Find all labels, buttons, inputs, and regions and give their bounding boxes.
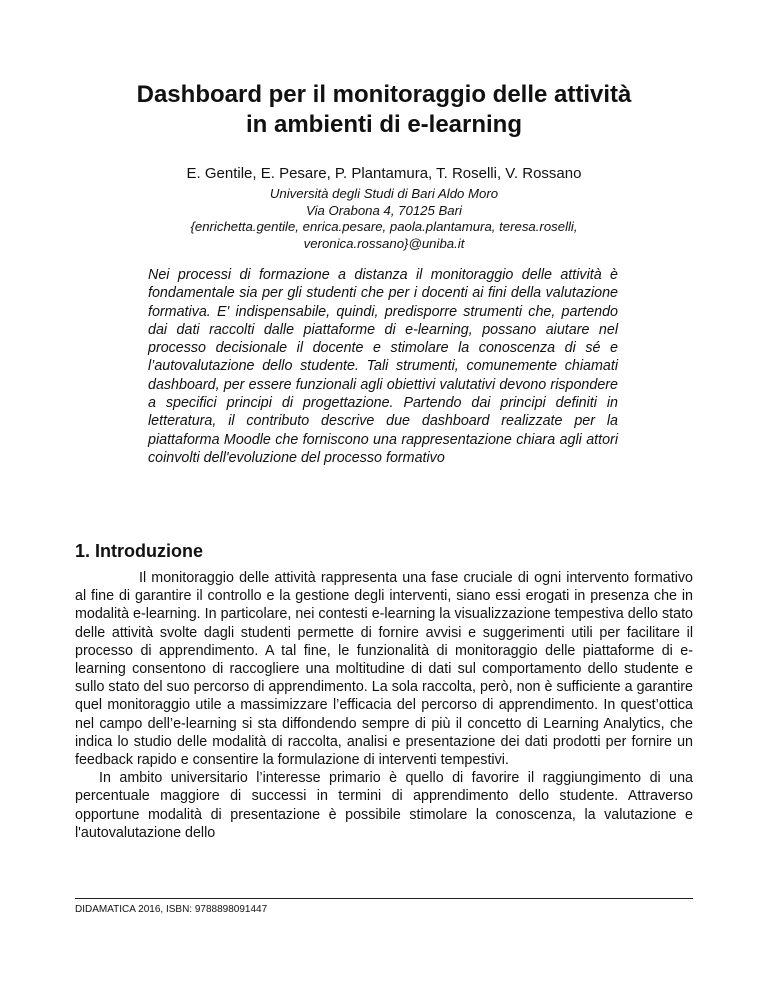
author-list: E. Gentile, E. Pesare, P. Plantamura, T. Roselli, V. Rossano [186, 165, 582, 182]
footer-text: DIDAMATICA 2016, ISBN: 9788898091447 [75, 904, 268, 915]
affiliation-address: Via Orabona 4, 70125 Bari [306, 202, 462, 218]
affiliation-university: Università degli Studi di Bari Aldo Moro [269, 186, 499, 201]
section-body [75, 569, 693, 842]
paragraph-2: In ambito universitario l’interesse primario è quello di favorire il raggiungimento di una percentuale maggiore di successi in termini di apprendimento dello studente. Attraverso opportune modalità di presentazione è possibile stimolare la conoscenza, la valutazione e l'autovalutazione dello [75, 770, 693, 841]
affiliation-emails-2: veronica.rossano}@uniba.it [303, 235, 465, 251]
section-heading: 1. Introduzione [75, 541, 203, 561]
affiliation-block [60, 186, 708, 252]
paragraph-1: Il monitoraggio delle attività rappresenta una fase cruciale di ogni intervento formativo al fine di garantire il controllo e la gestione degli interventi, siano essi erogati in presenza che in modalità e-learning. In particolare, nei contesti e-learning la visualizzazione tempestiva dello stato delle attività svolte dagli studenti permette di fornire avvisi e suggerimenti utili per facilitare il processo di apprendimento. A tal fine, le funzionalità di monitoraggio delle piattaforme di e-learning consentono di raccogliere una moltitudine di dati sul comportamento dello studente e sullo stato del suo percorso di apprendimento. La sola raccolta, però, non è sufficiente a garantire quel monitoraggio utile a massimizzare l’efficacia del percorso di apprendimento. In quest’ottica nel campo dell’e-learning si sta diffondendo sempre di più il concetto di Learning Analytics, che indica lo studio delle modalità di raccolta, analisi e presentazione dei dati prodotti per fornire un feedback rapido e consentire la formulazione di interventi tempestivi. [75, 570, 693, 769]
paper-title [60, 80, 708, 140]
abstract: Nei processi di formazione a distanza il monitoraggio delle attività è fondamentale sia per gli studenti che per i docenti ai fini della valutazione formativa. E' indispensabile, quindi, predisporre strumenti che, partendo dai dati raccolti dalle piattaforme di e-learning, possano aiutare nel processo decisionale il docente e stimolare la conoscenza di sé e l’autovalutazione dello studente. Tali strumenti, comunemente chiamati dashboard, per essere funzionali agli obiettivi valutativi devono rispondere a specifici principi di progettazione. Partendo dai principi definiti in letteratura, il contributo descrive due dashboard realizzate per la piattaforma Moodle che forniscono una rappresentazione chiara agli attori coinvolti dell'evoluzione del processo formativo [148, 267, 618, 466]
title-line-1: Dashboard per il monitoraggio delle attività [136, 81, 632, 108]
footer-divider [75, 898, 693, 899]
affiliation-emails-1: {enrichetta.gentile, enrica.pesare, paola.plantamura, teresa.roselli, [190, 219, 578, 234]
title-line-2: in ambienti di e-learning [245, 111, 523, 138]
